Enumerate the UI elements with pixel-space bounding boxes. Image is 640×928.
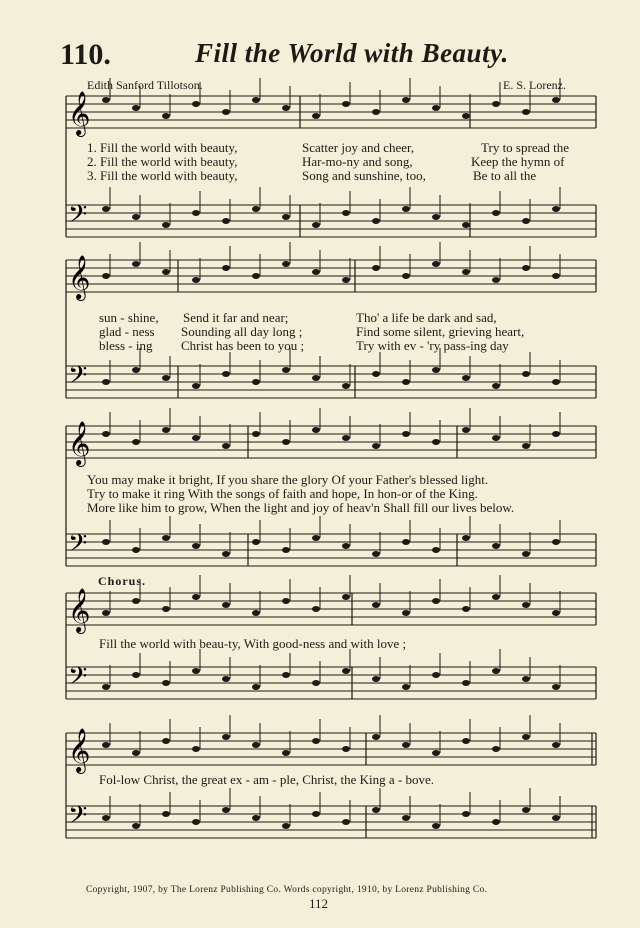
verse2-line2-part1: glad - ness bbox=[99, 324, 155, 339]
treble-clef-icon: 𝄞 bbox=[68, 91, 91, 135]
verse3-line2-part2: Christ has been to you ; bbox=[181, 338, 305, 353]
note-head bbox=[252, 684, 260, 690]
note-head bbox=[282, 105, 290, 111]
note-head bbox=[402, 97, 410, 103]
verse3-line1-part3: Be to all the bbox=[473, 168, 537, 183]
note-head bbox=[432, 439, 440, 445]
note-head bbox=[222, 676, 230, 682]
note-head bbox=[102, 815, 110, 821]
note-head bbox=[402, 379, 410, 385]
note-head bbox=[162, 427, 170, 433]
note-head bbox=[102, 206, 110, 212]
chorus-line2: Fol-low Christ, the great ex - am - ple, Christ, the King a - bove. bbox=[99, 772, 435, 787]
note-head bbox=[252, 815, 260, 821]
note-head bbox=[372, 551, 380, 557]
note-head bbox=[552, 97, 560, 103]
note-head bbox=[252, 97, 260, 103]
note-head bbox=[462, 113, 470, 119]
note-head bbox=[462, 680, 470, 686]
chorus-line1: Fill the world with beau-ty, With good-ness and with love ; bbox=[99, 636, 407, 651]
note-head bbox=[402, 610, 410, 616]
copyright-notice: Copyright, 1907, by The Lorenz Publishing Co. Words copyright, 1910, by Lorenz Publishing Co. bbox=[86, 885, 488, 895]
note-head bbox=[162, 811, 170, 817]
note-head bbox=[192, 435, 200, 441]
verse1-line2-part3: Tho' a life be dark and sad, bbox=[356, 310, 497, 325]
verse1-line1-part2: Scatter joy and cheer, bbox=[302, 140, 415, 155]
note-head bbox=[282, 547, 290, 553]
note-head bbox=[522, 371, 530, 377]
note-head bbox=[132, 750, 140, 756]
note-head bbox=[402, 815, 410, 821]
note-head bbox=[222, 807, 230, 813]
note-head bbox=[102, 379, 110, 385]
verse2-line1-part3: Keep the hymn of bbox=[471, 154, 565, 169]
note-head bbox=[222, 551, 230, 557]
note-head bbox=[102, 273, 110, 279]
note-head bbox=[192, 746, 200, 752]
note-head bbox=[342, 277, 350, 283]
note-head bbox=[192, 101, 200, 107]
note-head bbox=[312, 738, 320, 744]
note-head bbox=[432, 367, 440, 373]
note-head bbox=[252, 610, 260, 616]
note-head bbox=[102, 539, 110, 545]
note-head bbox=[522, 734, 530, 740]
note-head bbox=[492, 210, 500, 216]
note-head bbox=[102, 742, 110, 748]
note-head bbox=[372, 109, 380, 115]
bass-clef-icon: 𝄢 bbox=[68, 200, 88, 235]
note-head bbox=[462, 269, 470, 275]
note-head bbox=[432, 261, 440, 267]
note-head bbox=[102, 431, 110, 437]
note-head bbox=[282, 598, 290, 604]
note-head bbox=[402, 431, 410, 437]
note-head bbox=[432, 105, 440, 111]
verse1-line1-part3: Try to spread the bbox=[481, 140, 569, 155]
note-head bbox=[162, 269, 170, 275]
note-head bbox=[132, 439, 140, 445]
note-head bbox=[192, 594, 200, 600]
note-head bbox=[432, 547, 440, 553]
note-head bbox=[192, 210, 200, 216]
verse2-line1-part1: 2. Fill the world with beauty, bbox=[87, 154, 238, 169]
bass-clef-icon: 𝄢 bbox=[68, 801, 88, 836]
verse2-line1-part2: Har-mo-ny and song, bbox=[302, 154, 413, 169]
verse1-line1-part1: 1. Fill the world with beauty, bbox=[87, 140, 238, 155]
note-head bbox=[552, 206, 560, 212]
note-head bbox=[312, 375, 320, 381]
note-head bbox=[372, 676, 380, 682]
note-head bbox=[222, 109, 230, 115]
note-head bbox=[162, 680, 170, 686]
note-head bbox=[552, 431, 560, 437]
verse3-line3: More like him to grow, When the light and joy of heav'n Shall fill our lives below. bbox=[87, 500, 515, 515]
note-head bbox=[162, 535, 170, 541]
note-head bbox=[552, 742, 560, 748]
note-head bbox=[462, 811, 470, 817]
note-head bbox=[372, 218, 380, 224]
note-head bbox=[462, 535, 470, 541]
note-head bbox=[342, 383, 350, 389]
note-head bbox=[342, 435, 350, 441]
note-head bbox=[372, 371, 380, 377]
note-head bbox=[192, 543, 200, 549]
note-head bbox=[282, 214, 290, 220]
note-head bbox=[522, 676, 530, 682]
note-head bbox=[552, 273, 560, 279]
note-head bbox=[342, 543, 350, 549]
note-head bbox=[342, 819, 350, 825]
bass-clef-icon: 𝄢 bbox=[68, 529, 88, 564]
note-head bbox=[492, 543, 500, 549]
note-head bbox=[492, 746, 500, 752]
note-head bbox=[492, 277, 500, 283]
verse2-line2-part2: Sounding all day long ; bbox=[181, 324, 303, 339]
note-head bbox=[552, 610, 560, 616]
note-head bbox=[342, 210, 350, 216]
verse1-line2-part2: Send it far and near; bbox=[183, 310, 289, 325]
note-head bbox=[402, 273, 410, 279]
note-head bbox=[252, 206, 260, 212]
note-head bbox=[432, 672, 440, 678]
verse3-line2-part1: bless - ing bbox=[99, 338, 153, 353]
page-number: 112 bbox=[309, 896, 329, 911]
note-head bbox=[492, 668, 500, 674]
hymn-number: 110. bbox=[60, 38, 111, 71]
note-head bbox=[162, 222, 170, 228]
note-head bbox=[282, 367, 290, 373]
note-head bbox=[222, 443, 230, 449]
note-head bbox=[402, 684, 410, 690]
verse1-line2-part1: sun - shine, bbox=[99, 310, 159, 325]
note-head bbox=[432, 214, 440, 220]
note-head bbox=[162, 113, 170, 119]
note-head bbox=[432, 750, 440, 756]
note-head bbox=[102, 684, 110, 690]
note-head bbox=[132, 367, 140, 373]
verse3-line1-part2: Song and sunshine, too, bbox=[302, 168, 426, 183]
note-head bbox=[552, 684, 560, 690]
verse2-line3: Try to make it ring With the songs of faith and hope, In hon-or of the King. bbox=[87, 486, 478, 501]
note-head bbox=[492, 101, 500, 107]
note-head bbox=[312, 535, 320, 541]
note-head bbox=[552, 379, 560, 385]
lyricist: Edith Sanford Tillotson. bbox=[87, 78, 203, 92]
verse3-line1-part1: 3. Fill the world with beauty, bbox=[87, 168, 238, 183]
note-head bbox=[132, 823, 140, 829]
note-head bbox=[132, 672, 140, 678]
note-head bbox=[282, 439, 290, 445]
note-head bbox=[312, 113, 320, 119]
note-head bbox=[132, 105, 140, 111]
note-head bbox=[402, 742, 410, 748]
note-head bbox=[132, 547, 140, 553]
note-head bbox=[312, 811, 320, 817]
note-head bbox=[252, 273, 260, 279]
note-head bbox=[342, 101, 350, 107]
note-head bbox=[462, 375, 470, 381]
note-head bbox=[522, 265, 530, 271]
note-head bbox=[192, 668, 200, 674]
note-head bbox=[312, 680, 320, 686]
note-head bbox=[552, 539, 560, 545]
note-head bbox=[492, 819, 500, 825]
note-head bbox=[522, 807, 530, 813]
note-head bbox=[192, 277, 200, 283]
note-head bbox=[402, 539, 410, 545]
note-head bbox=[342, 746, 350, 752]
verse2-line2-part3: Find some silent, grieving heart, bbox=[356, 324, 525, 339]
note-head bbox=[282, 750, 290, 756]
note-head bbox=[372, 734, 380, 740]
verse3-line2-part3: Try with ev - 'ry pass-ing day bbox=[356, 338, 509, 353]
note-head bbox=[432, 598, 440, 604]
note-head bbox=[312, 222, 320, 228]
note-head bbox=[252, 539, 260, 545]
note-head bbox=[282, 823, 290, 829]
note-head bbox=[162, 375, 170, 381]
note-head bbox=[402, 206, 410, 212]
note-head bbox=[372, 602, 380, 608]
note-head bbox=[222, 371, 230, 377]
note-head bbox=[432, 823, 440, 829]
verse1-line3: You may make it bright, If you share the glory Of your Father's blessed light. bbox=[87, 472, 489, 487]
note-head bbox=[462, 738, 470, 744]
treble-clef-icon: 𝄞 bbox=[68, 255, 91, 299]
note-head bbox=[522, 109, 530, 115]
composer: E. S. Lorenz. bbox=[503, 78, 566, 92]
note-head bbox=[282, 672, 290, 678]
note-head bbox=[552, 815, 560, 821]
chorus-label: Chorus. bbox=[98, 574, 147, 588]
note-head bbox=[492, 594, 500, 600]
note-head bbox=[342, 668, 350, 674]
note-head bbox=[522, 602, 530, 608]
note-head bbox=[492, 435, 500, 441]
note-head bbox=[462, 427, 470, 433]
note-head bbox=[492, 383, 500, 389]
hymn-title: Fill the World with Beauty. bbox=[195, 38, 509, 68]
note-head bbox=[282, 261, 290, 267]
bass-clef-icon: 𝄢 bbox=[68, 662, 88, 697]
treble-clef-icon: 𝄞 bbox=[68, 421, 91, 465]
note-head bbox=[162, 738, 170, 744]
treble-clef-icon: 𝄞 bbox=[68, 728, 91, 772]
note-head bbox=[522, 443, 530, 449]
note-head bbox=[132, 261, 140, 267]
note-head bbox=[312, 606, 320, 612]
note-head bbox=[162, 606, 170, 612]
note-head bbox=[252, 742, 260, 748]
note-head bbox=[132, 598, 140, 604]
bass-clef-icon: 𝄢 bbox=[68, 361, 88, 396]
treble-clef-icon: 𝄞 bbox=[68, 588, 91, 632]
note-head bbox=[372, 265, 380, 271]
note-head bbox=[222, 265, 230, 271]
note-head bbox=[192, 819, 200, 825]
note-head bbox=[222, 602, 230, 608]
note-head bbox=[132, 214, 140, 220]
note-head bbox=[222, 734, 230, 740]
note-head bbox=[312, 427, 320, 433]
note-head bbox=[522, 218, 530, 224]
note-head bbox=[342, 594, 350, 600]
note-head bbox=[462, 606, 470, 612]
note-head bbox=[312, 269, 320, 275]
note-head bbox=[462, 222, 470, 228]
note-head bbox=[252, 431, 260, 437]
note-head bbox=[102, 97, 110, 103]
note-head bbox=[102, 610, 110, 616]
note-head bbox=[222, 218, 230, 224]
note-head bbox=[522, 551, 530, 557]
note-head bbox=[372, 443, 380, 449]
note-head bbox=[372, 807, 380, 813]
note-head bbox=[192, 383, 200, 389]
note-head bbox=[252, 379, 260, 385]
